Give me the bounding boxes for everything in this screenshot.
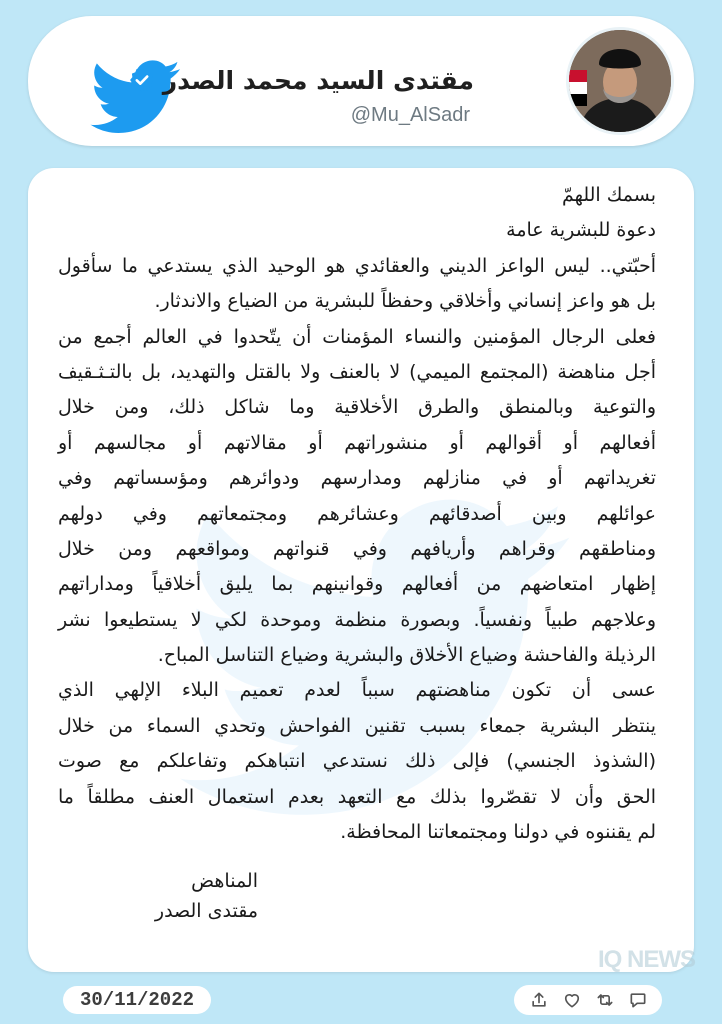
avatar-portrait-icon xyxy=(569,30,671,132)
news-watermark: IQ NEWS xyxy=(598,946,696,973)
share-icon[interactable] xyxy=(529,990,549,1010)
tweet-body-card xyxy=(28,168,694,972)
avatar[interactable] xyxy=(566,27,674,135)
tweet-line: أفعالهم أو أقوالهم أو منشوراتهم أو مقالاتهم أو مجالسهم أو xyxy=(58,431,656,454)
tweet-line: فعلى الرجال المؤمنين والنساء المؤمنات أن يتّحدوا في العالم أجمع من xyxy=(58,325,656,348)
tweet-line: عوائلهم وبين أصدقائهم وعشائرهم ومجتمعاتهم وفي دولهم xyxy=(58,502,656,525)
tweet-line: بل هو واعز إنساني وأخلاقي وحفظاً للبشرية من الضياع والاندثار. xyxy=(154,290,656,313)
tweet-signature xyxy=(155,866,258,926)
retweet-icon[interactable] xyxy=(595,990,615,1010)
name-row xyxy=(129,62,474,98)
tweet-line: بسمك اللهمّ xyxy=(561,184,656,206)
tweet-line: تغريداتهم أو في منازلهم ومدارسهم ودوائرهم ومؤسساتهم وفي xyxy=(58,467,656,490)
tweet-line: أجل مناهضة (المجتمع الميمي) لا بالعنف ولا بالقتل والتهديد، بل بالتـثـقيف xyxy=(58,360,656,383)
tweet-line: (الشذوذ الجنسي) فإلى ذلك نستدعي انتباهكم وتفاعلكم مع صوت xyxy=(58,750,656,773)
user-handle[interactable]: @Mu_AlSadr xyxy=(350,104,470,126)
tweet-line: عسى أن تكون مناهضتهم سبباً لعدم تعميم البلاء الإلهي الذي xyxy=(58,679,656,702)
display-name[interactable]: مقتدى السيد محمد الصدر xyxy=(162,65,474,95)
tweet-text xyxy=(58,178,656,850)
verified-badge-icon xyxy=(129,67,155,93)
tweet-line: إظهار امتعاضهم من أفعالهم وقوانينهم بما يليق أخلاقياً ومداراتهم xyxy=(58,573,656,596)
tweet-line: والتوعية وبالمنطق والطرق الأخلاقية وما شاكل ذلك، ومن خلال xyxy=(58,396,656,419)
signature-line: المناهض xyxy=(191,870,258,892)
tweet-date: 30/11/2022 xyxy=(63,986,211,1014)
tweet-line: الحق وأن لا تقصّروا بذلك مع التعهد بعدم استعمال العنف مطلقاً ما xyxy=(58,785,656,808)
tweet-line: أحبّتي.. ليس الواعز الديني والعقائدي هو الوحيد الذي يستدعي ما سأقول xyxy=(58,254,656,277)
tweet-line: وعلاجهم طبياً ونفسياً. وبصورة منظمة وموحدة لكي لا يستطيعوا نشر xyxy=(58,608,656,631)
tweet-line: لم يقننوه في دولنا ومجتمعاتنا المحافظة. xyxy=(340,821,656,844)
tweet-actions xyxy=(514,985,662,1015)
tweet-line: ومناطقهم وقراهم وأريافهم وفي قنواتهم ومواقعهم ومن خلال xyxy=(58,537,656,560)
tweet-line: دعوة للبشرية عامة xyxy=(506,219,656,242)
like-icon[interactable] xyxy=(562,990,582,1010)
reply-icon[interactable] xyxy=(628,990,648,1010)
tweet-line: ينتظر البشرية جمعاء بسبب تقنين الفواحش وتحدي السماء من خلال xyxy=(58,714,656,737)
tweet-line: الرذيلة والفاحشة وضياع الأخلاق والبشرية وضياع التناسل المباح. xyxy=(157,644,656,667)
signature-line: مقتدى الصدر xyxy=(154,900,258,922)
